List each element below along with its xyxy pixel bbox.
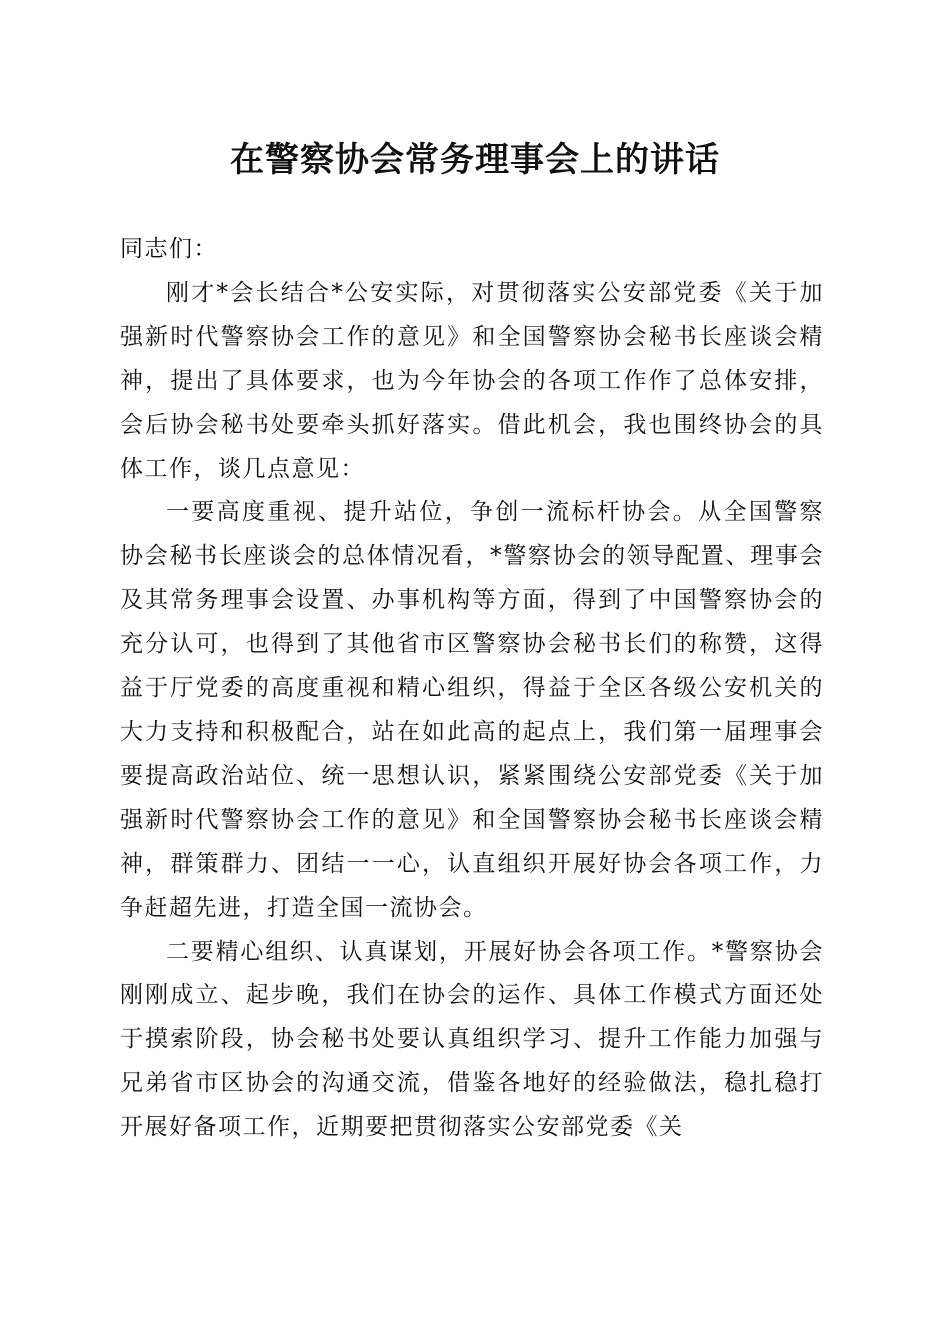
salutation: 同志们： bbox=[120, 236, 218, 262]
document-title: 在警察协会常务理事会上的讲话 bbox=[230, 140, 720, 180]
document-body bbox=[120, 228, 824, 1150]
paragraph-intro: 刚才*会长结合*公安实际，对贯彻落实公安部党委《关于加强新时代警察协会工作的意见》和全国警察协会秘书长座谈会精神，提出了具体要求，也为今年协会的各项工作作了总体安排，会后协会秘书处要牵头抓好落实。借此机会，我也围终协会的具体工作，谈几点意见： bbox=[120, 279, 824, 482]
paragraph-point-one: 一要高度重视、提升站位，争创一流标杆协会。从全国警察协会秘书长座谈会的总体情况看，*警察协会的领导配置、理事会及其常务理事会设置、办事机构等方面，得到了中国警察协会的充分认可，也得到了其他省市区警察协会秘书长们的称赞，这得益于厅党委的高度重视和精心组织，得益于全区各级公安机关的大力支持和积极配合，站在如此高的起点上，我们第一届理事会要提高政治站位、统一思想认识，紧紧围绕公安部党委《关于加强新时代警察协会工作的意见》和全国警察协会秘书长座谈会精神，群策群力、团结一一心，认直组织开展好协会各项工作，力争赶超先进，打造全国一流协会。 bbox=[120, 499, 824, 921]
paragraph-point-two: 二要精心组织、认真谋划，开展好协会各项工作。*警察协会刚刚成立、起步晚，我们在协会的运作、具体工作模式方面还处于摸索阶段，协会秘书处要认真组织学习、提升工作能力加强与兄弟省市区协会的沟通交流，借鉴各地好的经验做法，稳扎稳打开展好备项工作，近期要把贯彻落实公安部党委《关 bbox=[120, 938, 824, 1141]
